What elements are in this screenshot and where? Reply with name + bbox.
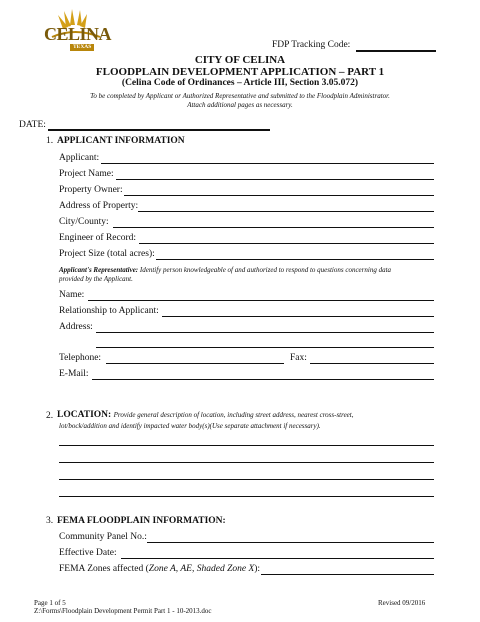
effective-date-label: Effective Date:	[59, 548, 117, 558]
rep-address-field[interactable]	[96, 332, 434, 333]
email-label: E-Mail:	[59, 369, 89, 379]
section-2-heading	[57, 410, 354, 420]
city-county-field[interactable]	[113, 227, 434, 228]
section-2-description-2: lot/bock/addition and identify impacted water body(s)(Use separate attachment if necessary).	[59, 422, 321, 430]
effective-date-field[interactable]	[121, 558, 434, 559]
project-name-label: Project Name:	[59, 169, 114, 179]
section-2-title: LOCATION:	[57, 410, 112, 420]
address-of-property-field[interactable]	[138, 211, 434, 212]
telephone-label: Telephone:	[59, 353, 102, 363]
rep-address-field-2[interactable]	[96, 347, 434, 348]
logo-subtitle: TEXAS	[70, 44, 94, 51]
telephone-field[interactable]	[106, 363, 284, 364]
section-1-title: APPLICANT INFORMATION	[57, 136, 185, 146]
logo-wordmark: CELINA	[44, 24, 112, 44]
rep-name-field[interactable]	[88, 300, 434, 301]
instruction-line-1: To be completed by Applicant or Authorized Representative and submitted to the Floodplain Administrator.	[90, 92, 390, 100]
relationship-label: Relationship to Applicant:	[59, 306, 159, 316]
project-size-field[interactable]	[156, 259, 434, 260]
section-2-description-1: Provide general description of location, including street address, nearest cross-street,	[113, 411, 354, 419]
representative-description-2: provided by the Applicant.	[59, 275, 133, 283]
property-owner-field[interactable]	[124, 195, 434, 196]
community-panel-label: Community Panel No.:	[59, 532, 147, 542]
instruction-line-2: Attach additional pages as necessary.	[187, 101, 293, 109]
relationship-field[interactable]	[162, 316, 434, 317]
location-line-3[interactable]	[59, 479, 434, 480]
tracking-code-field[interactable]	[356, 50, 436, 52]
fema-zones-field[interactable]	[261, 574, 434, 575]
location-line-2[interactable]	[59, 462, 434, 463]
section-2-number: 2.	[46, 411, 54, 421]
representative-note	[59, 266, 391, 274]
fax-field[interactable]	[310, 363, 434, 364]
rep-name-label: Name:	[59, 290, 85, 300]
page-number: Page 1 of 5	[34, 599, 66, 607]
representative-title: Applicant's Representative:	[59, 266, 139, 274]
representative-description-1: Identify person knowledgeable of and authorized to respond to questions concerning data	[139, 266, 392, 274]
engineer-label: Engineer of Record:	[59, 233, 137, 243]
form-title: FLOODPLAIN DEVELOPMENT APPLICATION – PART 1	[95, 66, 385, 78]
community-panel-field[interactable]	[147, 542, 434, 543]
section-1-number: 1.	[46, 136, 54, 146]
section-3-title: FEMA FLOODPLAIN INFORMATION:	[57, 516, 226, 526]
fax-label: Fax:	[290, 353, 307, 363]
location-line-1[interactable]	[59, 445, 434, 446]
date-label: DATE:	[19, 120, 46, 130]
project-name-field[interactable]	[116, 179, 434, 180]
fema-zones-label: FEMA Zones affected (Zone A, AE, Shaded Zone X):	[59, 564, 261, 574]
city-county-label: City/County:	[59, 217, 109, 227]
section-3-number: 3.	[46, 516, 54, 526]
tracking-code-label: FDP Tracking Code:	[272, 40, 351, 50]
file-path: Z:\Forms\Floodplain Development Permit Part 1 - 10-2013.doc	[34, 607, 212, 615]
location-line-4[interactable]	[59, 496, 434, 497]
applicant-label: Applicant:	[59, 153, 100, 163]
email-field[interactable]	[92, 379, 434, 380]
project-size-label: Project Size (total acres):	[59, 249, 155, 259]
address-of-property-label: Address of Property:	[59, 201, 139, 211]
applicant-field[interactable]	[101, 163, 434, 164]
property-owner-label: Property Owner:	[59, 185, 123, 195]
city-heading: CITY OF CELINA	[194, 54, 286, 66]
revision-date: Revised 09/2016	[378, 599, 426, 607]
engineer-field[interactable]	[139, 243, 434, 244]
rep-address-label: Address:	[59, 322, 93, 332]
form-subtitle: (Celina Code of Ordinances – Article III, Section 3.05.072)	[121, 78, 359, 88]
date-field[interactable]	[48, 129, 270, 131]
